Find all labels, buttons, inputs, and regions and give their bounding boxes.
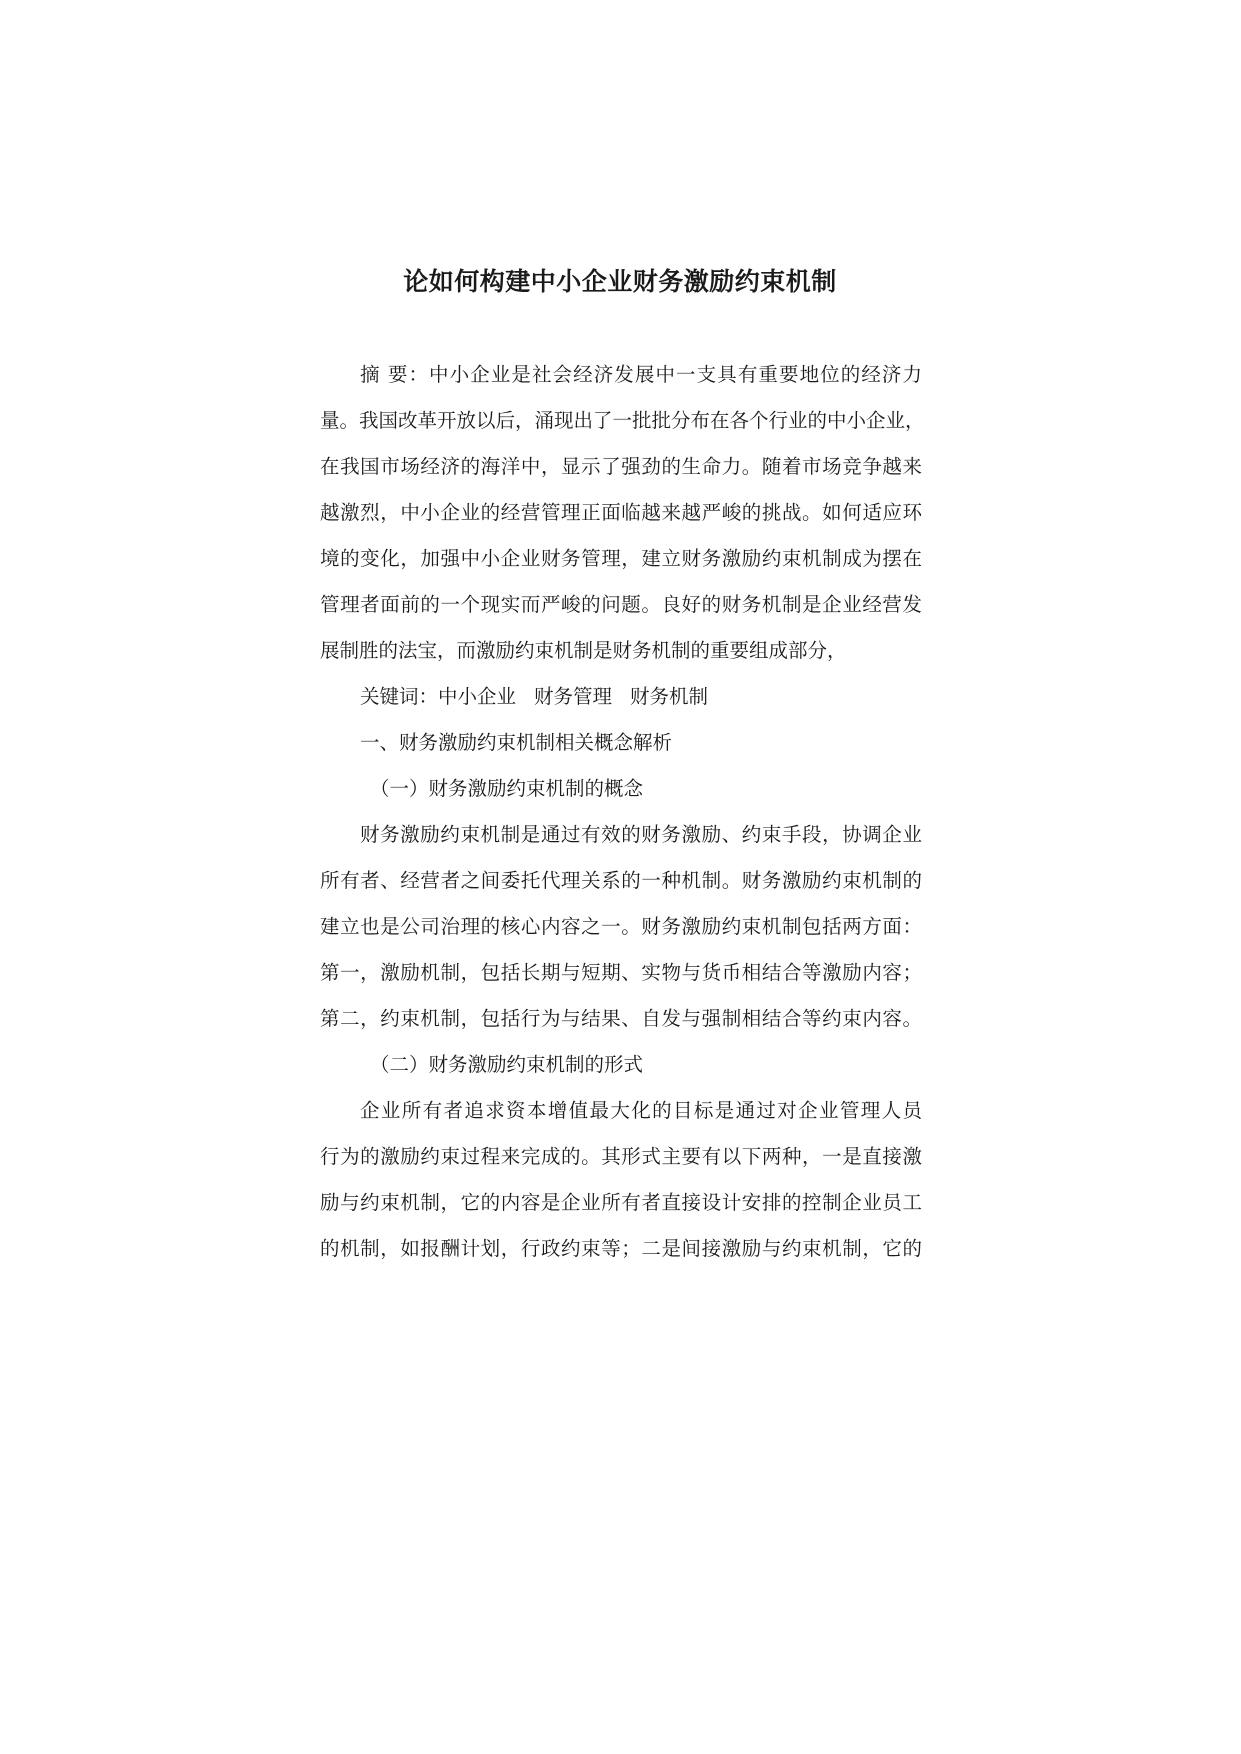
section-1-heading: 一、财务激励约束机制相关概念解析	[360, 731, 673, 754]
abstract-line: 摘 要：中小企业是社会经济发展中一支具有重要地位的经济力	[360, 363, 922, 386]
body-line: 企业所有者追求资本增值最大化的目标是通过对企业管理人员	[360, 1099, 922, 1122]
abstract-line: 管理者面前的一个现实而严峻的问题。良好的财务机制是企业经营发	[320, 593, 922, 616]
keyword: 中小企业	[438, 685, 517, 708]
section-heading	[320, 720, 922, 766]
subsection-1-heading: （一）财务激励约束机制的概念	[370, 777, 644, 800]
keywords-label: 关键词：	[360, 685, 439, 708]
document-body	[320, 352, 925, 1272]
abstract-line: 在我国市场经济的海洋中，显示了强劲的生命力。随着市场竞争越来	[320, 455, 922, 478]
body-line: 行为的激励约束过程来完成的。其形式主要有以下两种，一是直接激	[320, 1145, 922, 1168]
abstract-paragraph	[320, 352, 925, 674]
abstract-line: 境的变化，加强中小企业财务管理，建立财务激励约束机制成为摆在	[320, 547, 922, 570]
body-line: 财务激励约束机制是通过有效的财务激励、约束手段，协调企业	[360, 823, 922, 846]
body-line: 建立也是公司治理的核心内容之一。财务激励约束机制包括两方面：	[320, 915, 922, 938]
abstract-line: 展制胜的法宝，而激励约束机制是财务机制的重要组成部分，	[320, 639, 847, 662]
document-title: 论如何构建中小企业财务激励约束机制	[403, 267, 837, 296]
keywords-paragraph	[320, 674, 922, 720]
body-line: 的机制，如报酬计划，行政约束等；二是间接激励与约束机制，它的	[320, 1237, 922, 1260]
body-line: 励与约束机制，它的内容是企业所有者直接设计安排的控制企业员工	[320, 1191, 922, 1214]
subsection-2-heading: （二）财务激励约束机制的形式	[370, 1053, 644, 1076]
body-line: 第二，约束机制，包括行为与结果、自发与强制相结合等约束内容。	[320, 1007, 922, 1030]
subsection-heading	[320, 1042, 922, 1088]
subsection-heading	[320, 766, 922, 812]
keyword: 财务管理	[534, 685, 613, 708]
keywords-line	[320, 674, 922, 720]
body-line: 所有者、经营者之间委托代理关系的一种机制。财务激励约束机制的	[320, 869, 922, 892]
keyword: 财务机制	[630, 685, 709, 708]
subsection-2-paragraph	[320, 1088, 922, 1272]
abstract-line: 量。我国改革开放以后，涌现出了一批批分布在各个行业的中小企业，	[320, 409, 925, 432]
subsection-1-paragraph	[320, 812, 922, 1042]
body-line: 第一，激励机制，包括长期与短期、实物与货币相结合等激励内容；	[320, 961, 922, 984]
abstract-line: 越激烈，中小企业的经营管理正面临越来越严峻的挑战。如何适应环	[320, 501, 922, 524]
